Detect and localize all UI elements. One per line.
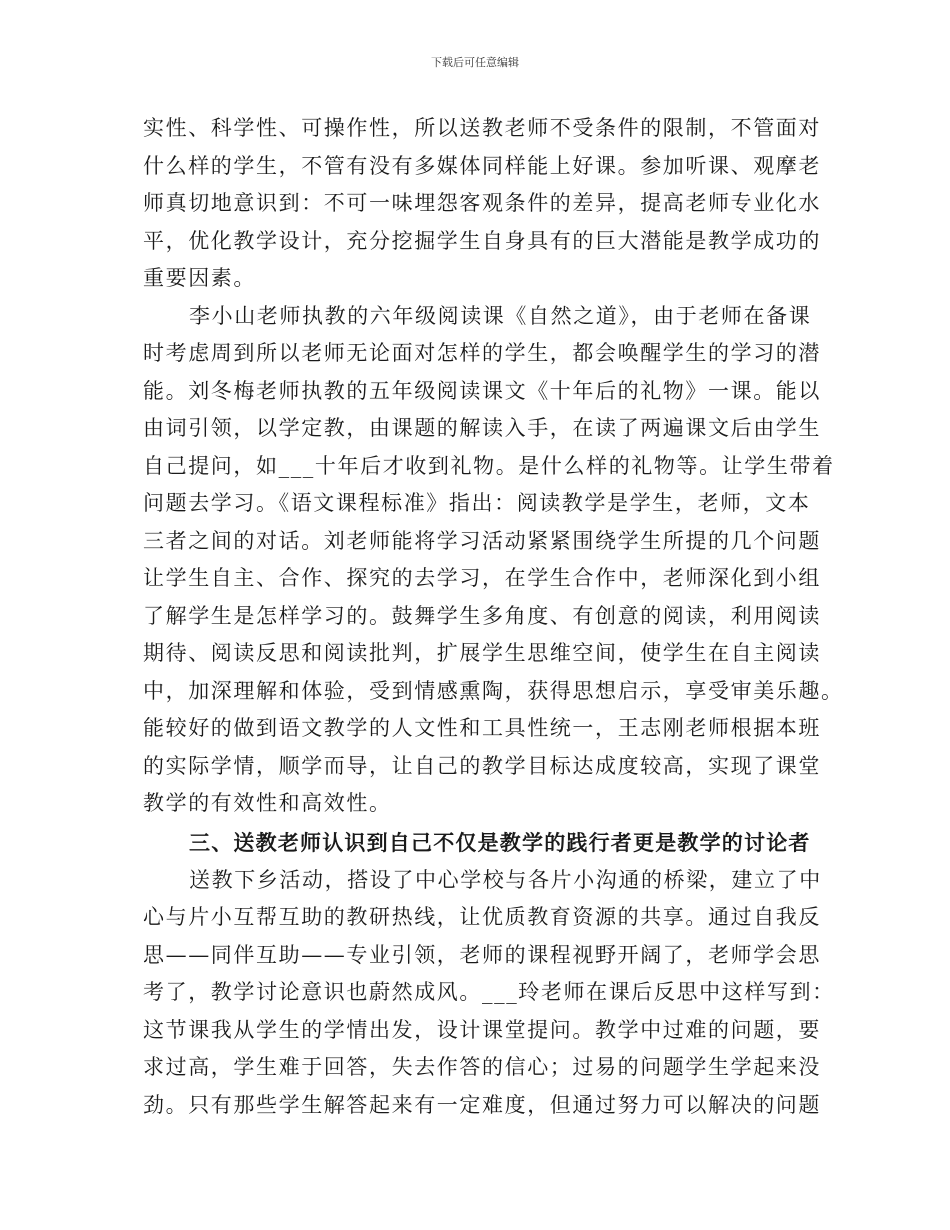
- section-heading: 三、送教老师认识到自己不仅是教学的践行者更是教学的讨论者: [189, 829, 811, 855]
- text-line: 劲。只有那些学生解答起来有一定难度，但通过努力可以解决的问题: [143, 1092, 821, 1117]
- text-line: 能较好的做到语文教学的人文性和工具性统一，王志刚老师根据本班: [143, 716, 821, 740]
- text-line: 考了，教学讨论意识也蔚然成风。___玲老师在课后反思中这样写到：: [143, 980, 835, 1004]
- document-body: [143, 110, 844, 1124]
- text-line: 时考虑周到所以老师无论面对怎样的学生，都会唤醒学生的学习的潜: [143, 341, 821, 365]
- text-line: 了解学生是怎样学习的。鼓舞学生多角度、有创意的阅读，利用阅读: [143, 603, 821, 628]
- text-line: 让学生自主、合作、探究的去学习，在学生合作中，老师深化到小组: [143, 566, 821, 590]
- text-line: 中，加深理解和体验，受到情感熏陶，获得思想启示，享受审美乐趣。: [143, 678, 844, 703]
- text-line: 实性、科学性、可操作性，所以送教老师不受条件的限制，不管面对: [143, 116, 821, 140]
- text-line: 师真切地意识到：不可一味埋怨客观条件的差异，提高老师专业化水: [143, 191, 821, 215]
- text-line: 自己提问，如___十年后才收到礼物。是什么样的礼物等。让学生带着: [143, 453, 835, 478]
- text-line: 能。刘冬梅老师执教的五年级阅读课文《十年后的礼物》一课。能以: [143, 378, 821, 403]
- text-line: 三者之间的对话。刘老师能将学习活动紧紧围绕学生所提的几个问题: [143, 528, 821, 553]
- text-line: 期待、阅读反思和阅读批判，扩展学生思维空间，使学生在自主阅读: [143, 641, 821, 665]
- text-line: 重要因素。: [143, 266, 256, 290]
- page-header: 下载后可任意编辑: [431, 56, 519, 69]
- text-line: 这节课我从学生的学情出发，设计课堂提问。教学中过难的问题，要: [143, 1017, 821, 1042]
- text-line: 什么样的学生，不管有没有多媒体同样能上好课。参加听课、观摩老: [143, 153, 821, 178]
- text-line: 由词引领，以学定教，由课题的解读入手，在读了两遍课文后由学生: [143, 416, 821, 440]
- text-line: 教学的有效性和高效性。: [143, 791, 392, 815]
- text-line: 的实际学情，顺学而导，让自己的教学目标达成度较高，实现了课堂: [143, 753, 821, 778]
- text-line: 送教下乡活动，搭设了中心学校与各片小沟通的桥梁，建立了中: [189, 867, 822, 892]
- text-line: 求过高，学生难于回答，失去作答的信心；过易的问题学生学起来没: [143, 1055, 821, 1079]
- text-line: 平，优化教学设计，充分挖掘学生自身具有的巨大潜能是教学成功的: [143, 228, 821, 253]
- text-line: 心与片小互帮互助的教研热线，让优质教育资源的共享。通过自我反: [143, 905, 821, 929]
- text-line: 问题去学习。《语文课程标准》指出：阅读教学是学生，老师，文本: [143, 491, 811, 515]
- text-line: 思——同伴互助——专业引领，老师的课程视野开阔了，老师学会思: [143, 942, 821, 967]
- text-line: 李小山老师执教的六年级阅读课《自然之道》，由于老师在备课: [189, 303, 812, 328]
